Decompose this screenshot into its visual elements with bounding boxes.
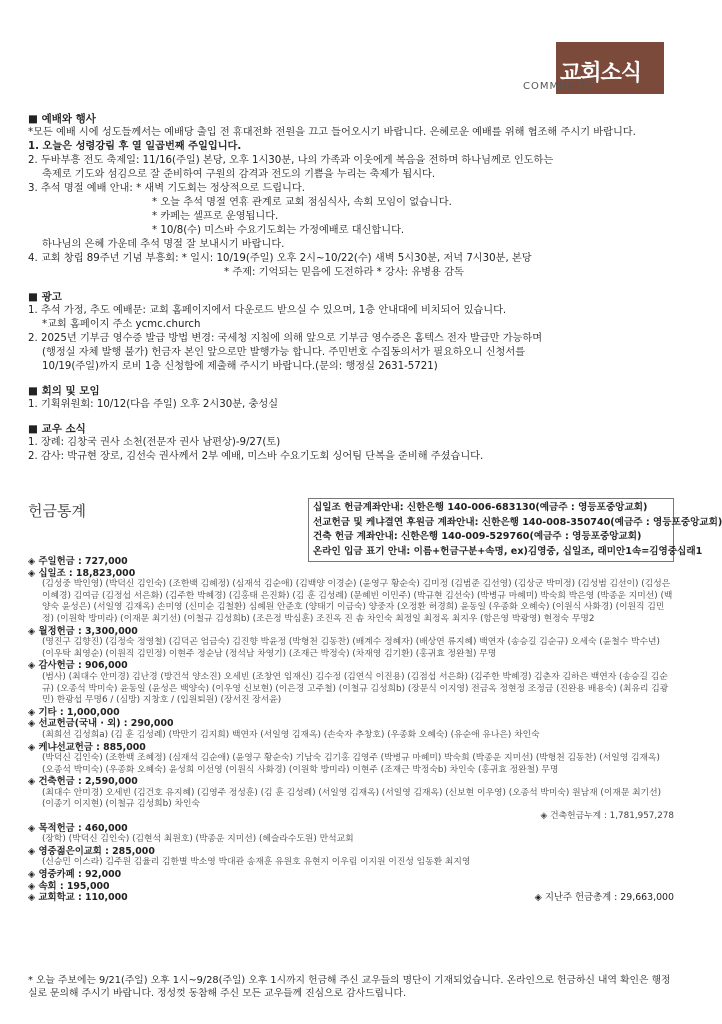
- building-total: ◈ 건축헌금누계 : 1,781,957,278: [540, 811, 674, 822]
- account-line: 온라인 입금 표기 안내: 이름+헌금구분+속명, ex)김영중, 십일조, 래미안1속=김영중십래1: [313, 545, 703, 557]
- worship-item-3-line: * 카페는 셀프로 운영됩니다.: [152, 211, 279, 222]
- page-subtitle: COMMUNITY: [523, 81, 595, 92]
- members-item-2: 2. 감사: 박규현 장로, 김선숙 권사께서 2부 예배, 미스바 수요기도회 싱어팀 단복을 준비해 주셨습니다.: [28, 451, 484, 462]
- section-title-worship: ■ 예배와 행사: [28, 113, 96, 125]
- ads-item-1: 1. 추석 가정, 추도 예배문: 교회 홈페이지에서 다운로드 받으실 수 있으며, 1층 안내대에 비치되어 있습니다.: [28, 305, 507, 316]
- ads-item-2: 2. 2025년 기부금 영수증 발급 방법 변경: 국세청 지침에 의해 앞으로 기부금 영수증은 홈텍스 전자 발급만 가능하며: [28, 333, 543, 344]
- account-line: 건축 헌금 계좌안내: 신한은행 140-009-529760(예금주 : 영등포중앙교회): [313, 531, 642, 542]
- list-item: ◈ 감사헌금 : 906,000 (범사) (최대수 안미경) 김난경 (방건석 양소진) 오세빈 (조창연 임재신) 김수정 (김연식 이진용) (김점섭 서은화) (김주한 박혜경) 김춘자 김하은 백연자 (송승길 김순규) (오종석 박미숙) 윤동일 (윤성은 백양숙) (이우영 신보현) (이은경 고주철) (이철규 김성희b) (장문식 이지영) 전금옥 정현정 조정금 (진완용 배용숙) (최유리 김광민) 한광섭 무명6 / (심방) 지창호 / (입원퇴원) (장서진 장서윤): [28, 660, 669, 706]
- worship-item-2-cont: 축제로 기도와 섬김으로 잘 준비하여 구원의 감격과 전도의 기쁨을 누리는 축제가 됩시다.: [42, 169, 436, 180]
- offering-list: [28, 556, 674, 905]
- list-item: ◈ 영중카페 : 92,000: [28, 869, 122, 881]
- ads-item-1-cont: *교회 홈페이지 주소 ycmc.church: [42, 319, 201, 330]
- list-item: ◈ 영중젊은이교회 : 285,000 (신승민 이스라) 김주원 김율리 김한별 박소영 박대관 송재훈 유원호 유현지 이우림 이지원 이진성 임동환 최지영: [28, 845, 471, 868]
- list-item: ◈ 주일헌금 : 727,000: [28, 556, 128, 567]
- list-item: ◈ 속회 : 195,000: [28, 880, 110, 892]
- list-item: ◈ 월정헌금 : 3,300,000 (명진구 김향진) (김정숙 정영철) (김덕곤 엄금숙) 김진향 박윤정 (박형천 김동찬) (배계수 정혜자) (배상연 류지혜) 백연자 (송승길 김순규) 오세숙 (윤철수 박수년) (이우탁 최영순) (이원직 김민정) 이현주 정순남 (정석남 차영기) (조재근 박정숙) (차재영 김기환) (홍귀효 정완철) 무명: [28, 625, 660, 659]
- worship-item-3-line: * 오늘 추석 명절 연휴 관계로 교회 점심식사, 속회 모임이 없습니다.: [152, 197, 452, 208]
- notices: [28, 112, 674, 464]
- account-info-box: [308, 498, 722, 562]
- list-item: ◈ 케냐선교헌금 : 885,000 (박덕신 김인숙) (조한백 조혜정) (심재석 김순애) (윤영구 황순숙) 기남숙 김기홍 김영주 (박병규 마혜미) 박숙희 (박종운 지미선) (박형천 김동찬) (서일영 김재옥) (오종석 박미숙) (우종화 오혜숙) 윤성희 이선영 (이원식 사화경) (이원학 방미라) 이현주 (조재근 박정숙b) 차인숙 (홍귀효 정완철) 무명: [28, 741, 660, 775]
- section-title-ads: ■ 광고: [28, 291, 62, 303]
- page-title: 교회소식: [560, 61, 642, 86]
- worship-item-1: 1. 오늘은 성령강림 후 열 일곱번째 주일입니다.: [28, 141, 242, 152]
- list-item: ◈ 건축헌금 : 2,590,000 (최대수 안미경) 오세빈 (김건호 유지혜) (김영주 정성훈) (김 훈 김성례) (서일영 김재옥) (서일영 김재옥) (신보현 이우영) (오종석 박미숙) 원남재 (이재문 최기선) (이종기 이지현) (이철규 김성희b) 차인숙 ◈ 건축헌금누계 : 1,781,957,278: [28, 776, 674, 822]
- list-item: ◈ 십일조 : 18,823,000 (김성중 박인영) (박덕신 김인숙) (조한백 김혜정) (심재석 김순애) (김백양 이경순) (윤영구 황순숙) 김미정 (김범준 김선영) (김상군 박미정) (김성범 김선이) (김성은 이혜경) 김여금 (김정섭 서은화) (김주한 박혜경) (김홍태 은진화) (김 훈 김성례) (문혜빈 이민주) (박규현 김선숙) (박병규 마혜미) 박숙희 박은영 (박종운 지미선) (백양숙 윤성은) (서일영 김재옥) 손미영 (신미순 김철환) 심혜원 안준호 (양태기 이금숙) 양중자 (오정환 허경희) 윤동일 (우종화 오혜숙) (이원식 사화경) (이원직 김민정) (이원학 방미라) (이재문 최기선) (이철규 김성희b) (조은정 박심훈) 조진옥 진 솜 차인숙 최정일 최정옥 최지우 (함은영 박광영) 현정숙 무명2: [28, 567, 673, 624]
- last-week-total: ◈ 지난주 헌금총계 : 29,663,000: [534, 892, 674, 904]
- worship-item-3: 3. 추석 명절 예배 안내: * 새벽 기도회는 정상적으로 드립니다.: [28, 183, 305, 194]
- list-item: ◈ 목적헌금 : 460,000 (장학) (박덕신 김인숙) (김현석 최원호) (박종운 지미선) (헤슬라수도원) 만석교회: [28, 822, 354, 845]
- footer-note: * 오늘 주보에는 9/21(주일) 오후 1시~9/28(주일) 오후 1시까지 헌금해 주신 교우들의 명단이 기재되었습니다. 온라인으로 헌금하신 내역 확인은 행정실로 문의해 주시기 바랍니다. 정성껏 동참해 주신 모든 교우들께 진심으로 감사드립니다.: [28, 975, 671, 999]
- ads-item-2-cont: 10/19(주일)까지 로비 1층 신청함에 제출해 주시기 바랍니다.(문의: 행정실 2631-5721): [42, 361, 438, 372]
- section-title-members: ■ 교우 소식: [28, 423, 86, 435]
- worship-item-3-line: 하나님의 은혜 가운데 추석 명절 잘 보내시기 바랍니다.: [42, 239, 285, 250]
- account-line: 선교헌금 및 케냐결연 후원금 계좌안내: 신한은행 140-008-350740(예금주 : 영등포중앙교회): [313, 516, 722, 528]
- worship-intro: *모든 예배 시에 성도들께서는 예배당 출입 전 휴대전화 전원을 끄고 들어오시기 바랍니다. 은혜로운 예배를 위해 협조해 주시기 바랍니다.: [28, 127, 636, 138]
- offering-title: 헌금통계: [28, 502, 86, 520]
- list-item: ◈ 선교헌금(국내 · 외) : 290,000 (최희선 김성희a) (김 훈 김성례) (박만기 김지희) 백연자 (서일영 김재옥) (손숙자 추창호) (우종화 오혜숙) (유순애 유나은) 차인숙: [28, 718, 540, 740]
- list-item: ◈ 교회학교 : 110,000 ◈ 지난주 헌금총계 : 29,663,000: [28, 892, 674, 904]
- members-item-1: 1. 장례: 김창국 권사 소천(전문자 권사 남편상)-9/27(토): [28, 437, 281, 448]
- worship-item-4: 4. 교회 창립 89주년 기념 부흥회: * 일시: 10/19(주일) 오후 2시~10/22(수) 새벽 5시30분, 저녁 7시30분, 본당: [28, 253, 532, 264]
- list-item: ◈ 기타 : 1,000,000: [28, 706, 120, 718]
- ads-item-2-cont: (행정실 자체 발행 불가) 헌금자 본인 앞으로만 발행가능 합니다. 주민번호 수집동의서가 필요하오니 신청서를: [42, 347, 526, 358]
- meeting-item-1: 1. 기획위원회: 10/12(다음 주일) 오후 2시30분, 충성실: [28, 399, 279, 410]
- worship-item-2: 2. 두바부흥 전도 축제일: 11/16(주일) 본당, 오후 1시30분, 나의 가족과 이웃에게 복음을 전하며 하나님께로 인도하는: [28, 155, 554, 166]
- worship-item-3-line: * 10/8(수) 미스바 수요기도회는 가정예배로 대신합니다.: [152, 225, 405, 236]
- worship-item-4-cont: * 주제: 기억되는 믿음에 도전하라 * 강사: 유병용 감독: [224, 267, 464, 278]
- account-line: 십일조 헌금계좌안내: 신한은행 140-006-683130(예금주 : 영등포중앙교회): [313, 502, 648, 513]
- section-title-meeting: ■ 회의 및 모임: [28, 385, 100, 397]
